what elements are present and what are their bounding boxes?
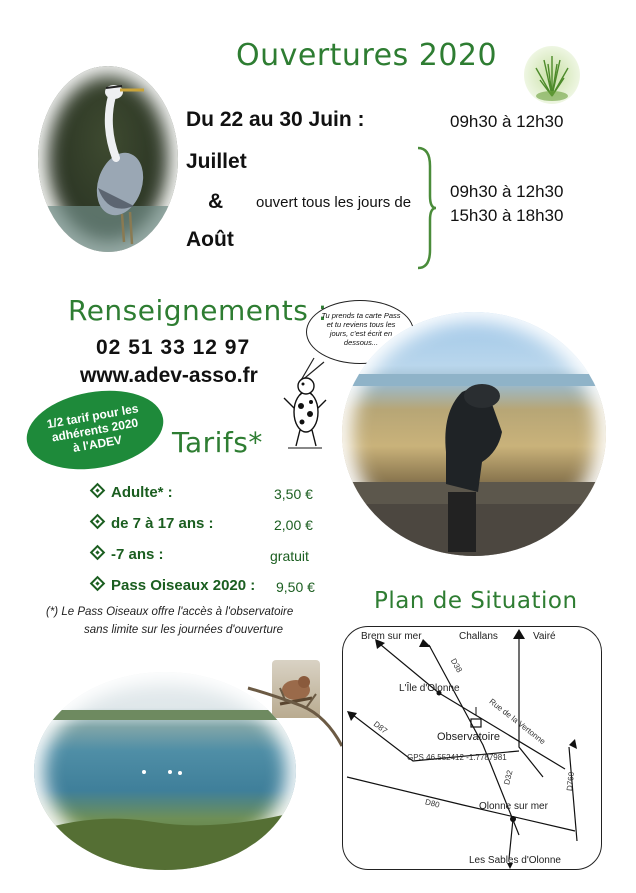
schedule-period1-hours: 09h30 à 12h30 (450, 112, 564, 131)
info-phone: 02 51 33 12 97 (96, 336, 251, 359)
grass-image (524, 46, 580, 104)
tarif-row-label: -7 ans : (92, 546, 164, 563)
diamond-bullet-icon (90, 576, 106, 592)
info-title: Renseignements : (68, 294, 328, 327)
location-map (342, 626, 602, 870)
tarif-row-price: 2,00 € (274, 517, 313, 533)
schedule-period1-label: Du 22 au 30 Juin : (186, 108, 365, 131)
tarifs-title: Tarifs* (172, 426, 263, 459)
member-discount-badge (20, 381, 169, 480)
schedule-hours-afternoon: 15h30 à 18h30 (450, 206, 564, 225)
diamond-bullet-icon (90, 483, 106, 499)
info-website: www.adev-asso.fr (80, 364, 258, 387)
map-label-d80: D80 (424, 797, 441, 810)
tarif-row-price: 9,50 € (276, 579, 315, 595)
map-label-vaire: Vairé (533, 631, 556, 642)
brace-bracket (414, 146, 438, 270)
tarif-row-price: 3,50 € (274, 486, 313, 502)
tarif-row-label: Adulte* : (92, 484, 173, 501)
map-label-d87: D87 (371, 719, 389, 736)
tarif-row-label: Pass Oiseaux 2020 : (92, 577, 255, 594)
observatory-photo (342, 312, 606, 556)
schedule-ampersand: & (208, 190, 224, 213)
cartoon-bug-illustration (282, 368, 328, 452)
map-label-d760: D760 (565, 771, 577, 792)
map-label-ile-olonne: L'Île d'Olonne (399, 683, 460, 694)
tarif-row-label: de 7 à 17 ans : (92, 515, 214, 532)
schedule-note: ouvert tous les jours de (256, 194, 412, 211)
tarif-row-price: gratuit (270, 548, 309, 564)
map-roads (343, 627, 602, 870)
tarifs-footnote-line2: sans limite sur les journées d'ouverture (84, 624, 284, 636)
badge-text: 1/2 tarif pour les adhérents 2020 à l'ADEV (45, 401, 140, 455)
map-label-d38: D38 (448, 656, 464, 675)
map-label-observatoire: Observatoire (437, 731, 500, 743)
schedule-hours-morning: 09h30 à 12h30 (450, 182, 564, 201)
tarifs-footnote-line1: (*) Le Pass Oiseaux offre l'accès à l'observatoire (46, 606, 294, 618)
speech-bubble-text: Tu prends ta carte Pass et tu reviens tous les jours, c'est écrit en dessous... (321, 311, 401, 347)
lagoon-photo (34, 672, 296, 870)
map-label-d32: D32 (502, 769, 515, 786)
map-label-challans: Challans (459, 631, 498, 642)
schedule-month-aout: Août (186, 228, 234, 251)
heron-photo (38, 66, 178, 252)
map-label-olonne: Olonne sur mer (479, 801, 548, 812)
map-title: Plan de Situation (374, 588, 578, 614)
schedule-month-juillet: Juillet (186, 150, 247, 173)
map-label-brem: Brem sur mer (361, 631, 422, 642)
page-title: Ouvertures 2020 (236, 38, 498, 73)
map-label-rue-vertonne: Rue de la Vertonne (487, 696, 548, 747)
map-label-gps: GPS 46.552412 -1.7787981 (407, 753, 507, 762)
diamond-bullet-icon (90, 545, 106, 561)
diamond-bullet-icon (90, 514, 106, 530)
map-label-sables: Les Sables d'Olonne (469, 855, 561, 866)
